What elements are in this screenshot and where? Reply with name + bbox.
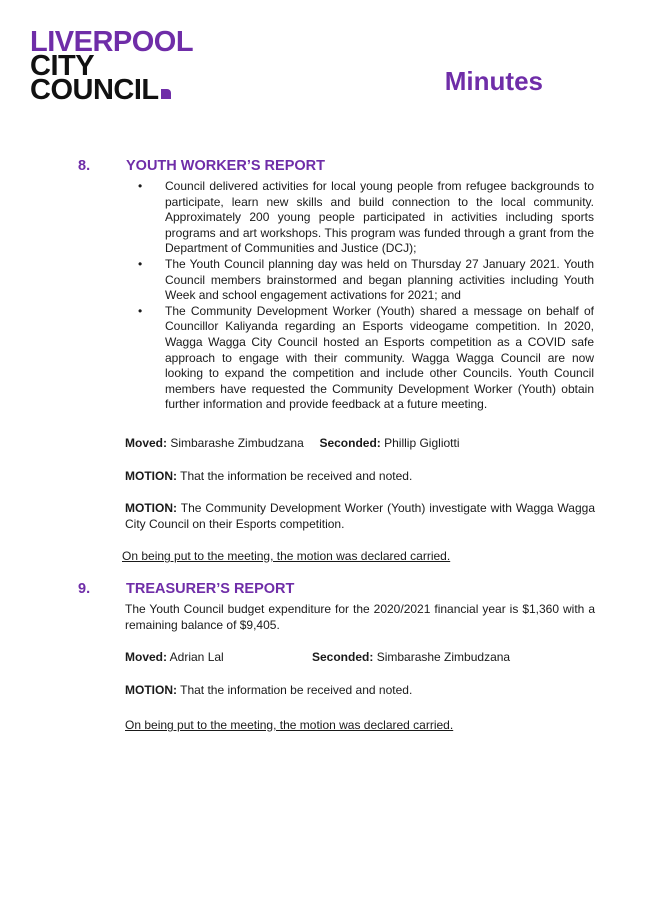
list-item	[138, 179, 594, 257]
section-9-moved-seconded	[125, 650, 595, 666]
section-8-carried: On being put to the meeting, the motion was declared carried.	[122, 549, 451, 563]
seconded-name: Phillip Gigliotti	[384, 436, 460, 450]
logo-line-city: CITY	[30, 50, 95, 82]
council-logo	[30, 26, 194, 106]
moved-label: Moved:	[125, 436, 167, 450]
motion-label: MOTION:	[125, 501, 177, 515]
bullet-text: Council delivered activities for local young people from refugee backgrounds to participate, learn new skills and build connection to the local community. Approximately 200 young people participated in activities including sports programs and art workshops. This program was funded through a grant from the Department of Communities and Justice (DCJ);	[165, 179, 594, 256]
bullet-text: The Community Development Worker (Youth) shared a message on behalf of Councillor Kaliyanda regarding an Esports videogame competition. In 2020, Wagga Wagga City Council hosted an Esports competition as a COVID safe approach to engage with their community. Wagga Wagga Council are now looking to expand the competition and include other Councils. Youth Council members have requested the Community Development Worker (Youth) obtain further information and provide feedback at a future meeting.	[165, 303, 594, 412]
page-title: Minutes	[444, 66, 543, 96]
motion-text: That the information be received and noted.	[180, 469, 413, 483]
logo-mark-icon	[161, 89, 171, 99]
moved-label: Moved:	[125, 650, 167, 664]
list-item	[138, 257, 594, 304]
list-item	[138, 304, 594, 413]
section-9-body: The Youth Council budget expenditure for the 2020/2021 financial year is $1,360 with a remaining balance of $9,405.	[125, 602, 595, 632]
section-8-title: YOUTH WORKER’S REPORT	[126, 158, 325, 174]
section-8-number: 8.	[78, 158, 91, 174]
section-8-bullet-list	[138, 179, 594, 413]
moved-name: Adrian Lal	[169, 650, 224, 664]
seconded-label: Seconded:	[319, 436, 381, 450]
motion-text: The Community Development Worker (Youth) investigate with Wagga Wagga City Council on their Esports competition.	[125, 501, 596, 531]
section-8-heading	[78, 158, 325, 174]
section-9-carried: On being put to the meeting, the motion was declared carried.	[125, 718, 454, 732]
moved-name: Simbarashe Zimbudzana	[170, 436, 304, 450]
motion-label: MOTION:	[125, 469, 177, 483]
section-8-moved-seconded	[125, 436, 595, 452]
logo-line-council: COUNCIL	[30, 74, 159, 106]
bullet-icon: •	[138, 303, 143, 318]
motion-label: MOTION:	[125, 683, 177, 697]
section-8-motion-1	[125, 469, 595, 485]
bullet-text: The Youth Council planning day was held on Thursday 27 January 2021. Youth Council members brainstormed and began planning activities including Youth Week and school engagement activations for 2021; and	[165, 256, 594, 303]
section-9-motion	[125, 683, 595, 699]
seconded-name: Simbarashe Zimbudzana	[376, 650, 511, 664]
motion-text: That the information be received and noted.	[180, 683, 413, 697]
logo-line-liverpool: LIVERPOOL	[30, 26, 194, 58]
bullet-icon: •	[138, 179, 143, 193]
section-9-heading	[78, 581, 294, 597]
section-9-number: 9.	[78, 581, 91, 597]
section-8-motion-2	[125, 501, 595, 532]
seconded-label: Seconded:	[312, 650, 374, 664]
section-9-title: TREASURER’S REPORT	[126, 581, 295, 597]
bullet-icon: •	[138, 256, 143, 271]
